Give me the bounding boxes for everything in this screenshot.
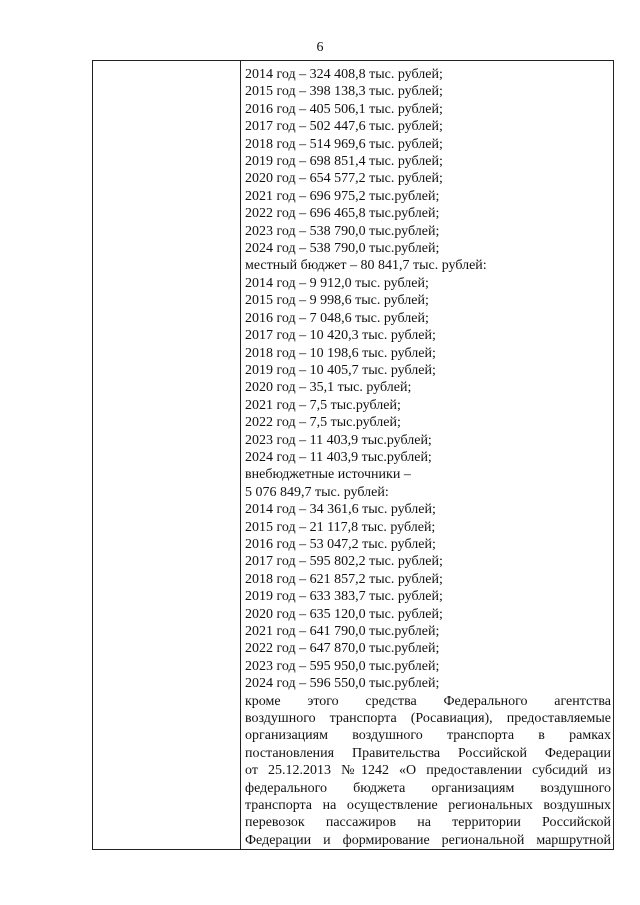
funding-line: 2018 год – 621 857,2 тыс. рублей; (245, 571, 443, 587)
funding-line: 2017 год – 502 447,6 тыс. рублей; (245, 119, 443, 135)
funding-line: 2014 год – 9 912,0 тыс. рублей; (245, 275, 429, 291)
funding-line: 2019 год – 633 383,7 тыс. рублей; (245, 589, 443, 605)
paragraph-line: постановления Правительства Российской Федерации (245, 745, 611, 761)
funding-line: 2020 год – 654 577,2 тыс. рублей; (245, 171, 443, 187)
funding-line: 2023 год – 538 790,0 тыс.рублей; (245, 223, 440, 239)
table-left-cell (93, 61, 240, 849)
funding-line: 2014 год – 324 408,8 тыс. рублей; (245, 67, 443, 82)
funding-line: 2023 год – 595 950,0 тыс.рублей; (245, 658, 440, 674)
funding-line: 2018 год – 514 969,6 тыс. рублей; (245, 136, 443, 152)
funding-line: 2022 год – 696 465,8 тыс.рублей; (245, 206, 440, 222)
funding-line: 2015 год – 9 998,6 тыс. рублей; (245, 293, 429, 309)
funding-line: 2021 год – 641 790,0 тыс.рублей; (245, 624, 440, 639)
funding-line: 2016 год – 53 047,2 тыс. рублей; (245, 536, 436, 552)
funding-line: 2024 год – 596 550,0 тыс.рублей; (245, 676, 440, 692)
funding-line: 2022 год – 647 870,0 тыс.рублей; (245, 641, 440, 657)
funding-line: 5 076 849,7 тыс. рублей: (245, 484, 389, 500)
paragraph-line: организациям воздушного транспорта в рамках (245, 728, 611, 744)
funding-line: 2017 год – 10 420,3 тыс. рублей; (245, 328, 436, 344)
funding-line: 2019 год – 698 851,4 тыс. рублей; (245, 154, 443, 170)
paragraph-line: транспорта на осуществление региональных воздушных (245, 798, 611, 814)
funding-line: местный бюджет – 80 841,7 тыс. рублей: (245, 258, 487, 274)
paragraph-line: воздушного транспорта (Росавиация), предоставляемые (245, 711, 611, 727)
funding-line: 2015 год – 21 117,8 тыс. рублей; (245, 519, 436, 535)
paragraph-line: Федерации и формирование региональной маршрутной (245, 832, 611, 848)
paragraph-line: федерального бюджета организациям воздушного (245, 780, 611, 796)
passport-table (92, 60, 614, 850)
funding-line: 2015 год – 398 138,3 тыс. рублей; (245, 84, 443, 100)
paragraph-line: кроме этого средства Федерального агентства (245, 693, 611, 709)
paragraph-line: от 25.12.2013 №1242 «О предоставлении субсидий из (245, 763, 611, 779)
funding-line: 2024 год – 538 790,0 тыс.рублей; (245, 241, 440, 257)
funding-line: 2021 год – 696 975,2 тыс.рублей; (245, 188, 440, 204)
funding-line: 2023 год – 11 403,9 тыс.рублей; (245, 432, 432, 448)
funding-line: 2024 год – 11 403,9 тыс.рублей; (245, 449, 432, 465)
funding-line: 2014 год – 34 361,6 тыс. рублей; (245, 502, 436, 518)
table-right-cell (245, 66, 611, 849)
funding-lines (245, 66, 611, 693)
funding-line: 2016 год – 405 506,1 тыс. рублей; (245, 101, 443, 117)
page-number: 6 (316, 40, 324, 55)
funding-line: 2019 год – 10 405,7 тыс. рублей; (245, 362, 436, 378)
funding-line: 2017 год – 595 802,2 тыс. рублей; (245, 554, 443, 570)
funding-line: 2020 год – 35,1 тыс. рублей; (245, 380, 412, 396)
funding-line: 2021 год – 7,5 тыс.рублей; (245, 397, 401, 413)
column-divider (240, 61, 241, 849)
funding-paragraph (245, 693, 611, 850)
funding-line: 2016 год – 7 048,6 тыс. рублей; (245, 310, 429, 326)
paragraph-line: перевозок пассажиров на территории Российской (245, 815, 611, 831)
funding-line: 2018 год – 10 198,6 тыс. рублей; (245, 345, 436, 361)
funding-line: 2020 год – 635 120,0 тыс. рублей; (245, 606, 443, 622)
funding-line: 2022 год – 7,5 тыс.рублей; (245, 415, 401, 431)
funding-line: внебюджетные источники – (245, 467, 411, 483)
